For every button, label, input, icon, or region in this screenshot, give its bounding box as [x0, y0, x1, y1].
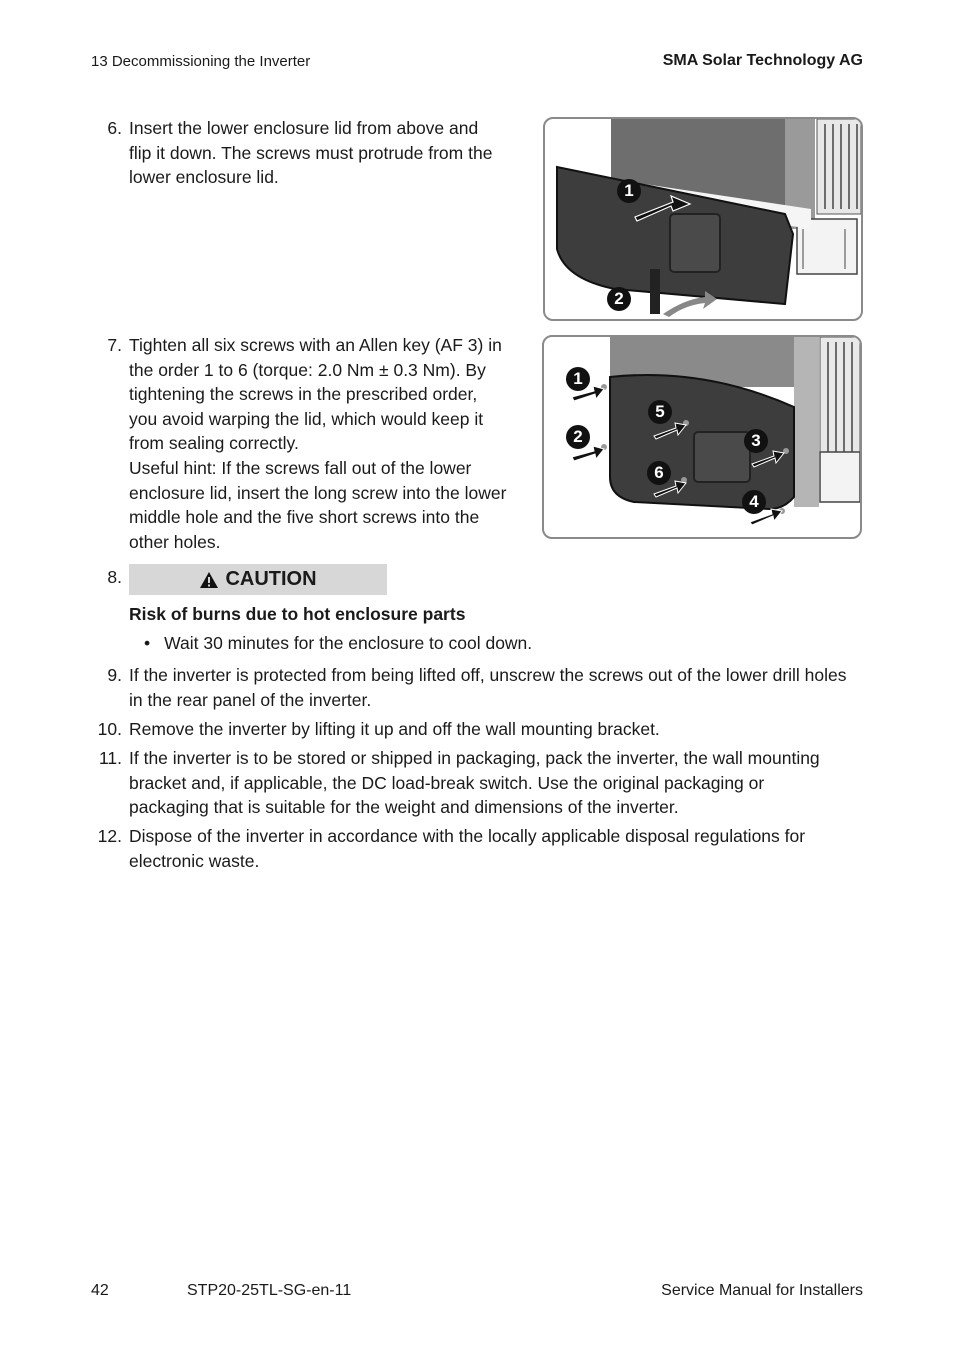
step-text	[129, 333, 506, 554]
manual-title: Service Manual for Installers	[661, 1282, 863, 1299]
bullet-dot: •	[144, 633, 151, 653]
line: bracket and, if applicable, the DC load-break switch. Use the original packaging or	[129, 772, 765, 793]
step-text	[129, 116, 492, 190]
line: Insert the lower enclosure lid from above and	[129, 118, 479, 138]
callout-2: 2	[607, 287, 631, 311]
line: packaging that is suitable for the weight and dimensions of the inverter.	[129, 797, 679, 818]
section-title: 13 Decommissioning the Inverter	[91, 53, 311, 70]
bullet-text: Wait 30 minutes for the enclosure to cool down.	[164, 633, 533, 653]
line: the order 1 to 6 (torque: 2.0 Nm ± 0.3 Nm). By	[129, 359, 486, 380]
line: Tighten all six screws with an Allen key (AF 3) in	[129, 335, 502, 355]
caution-bullet	[144, 633, 532, 654]
page-number: 42	[91, 1282, 109, 1299]
step-text	[129, 717, 660, 742]
caution-label: CAUTION	[225, 568, 317, 590]
step-number: 9.	[107, 665, 122, 685]
callout-1: 1	[617, 179, 641, 203]
figure-tighten-screws	[542, 335, 862, 539]
step-number: 6.	[107, 118, 122, 138]
callout-3: 3	[744, 429, 768, 453]
step-text	[129, 824, 805, 873]
step-number: 8.	[107, 567, 122, 587]
inverter-illustration	[544, 337, 860, 537]
line: electronic waste.	[129, 850, 260, 871]
caution-title: Risk of burns due to hot enclosure parts	[129, 604, 466, 624]
company-name: SMA Solar Technology AG	[662, 52, 863, 69]
step-text	[129, 746, 820, 820]
warning-icon	[199, 571, 219, 589]
line: Useful hint: If the screws fall out of the lower	[129, 457, 472, 478]
line: other holes.	[129, 531, 221, 552]
step-number: 7.	[107, 335, 122, 355]
callout-5: 5	[648, 400, 672, 424]
callout-6: 6	[647, 461, 671, 485]
line: enclosure lid, insert the long screw into the lower	[129, 482, 507, 503]
figure-insert-lid	[543, 117, 863, 321]
line: you avoid warping the lid, which would keep it	[129, 408, 484, 429]
callout-1: 1	[566, 367, 590, 391]
line: If the inverter is protected from being lifted off, unscrew the screws out of the lower drill holes	[129, 665, 847, 685]
line: middle hole and the five short screws into the	[129, 507, 480, 528]
document-code: STP20-25TL-SG-en-11	[187, 1282, 352, 1299]
line: Remove the inverter by lifting it up and off the wall mounting bracket.	[129, 719, 660, 739]
caution-banner	[129, 564, 387, 595]
step-text	[129, 663, 847, 712]
step-number: 10.	[97, 719, 122, 739]
line: tightening the screws in the prescribed order,	[129, 384, 478, 405]
line: from sealing correctly.	[129, 433, 299, 454]
line: in the rear panel of the inverter.	[129, 689, 372, 710]
inverter-illustration	[545, 119, 861, 319]
line: If the inverter is to be stored or shipped in packaging, pack the inverter, the wall mounting	[129, 748, 820, 768]
line: flip it down. The screws must protrude from the	[129, 142, 493, 163]
step-number: 12.	[97, 826, 122, 846]
line: lower enclosure lid.	[129, 167, 279, 188]
step-number: 11.	[98, 748, 122, 768]
callout-2: 2	[566, 425, 590, 449]
line: Dispose of the inverter in accordance with the locally applicable disposal regulations for	[129, 826, 806, 846]
callout-4: 4	[742, 490, 766, 514]
